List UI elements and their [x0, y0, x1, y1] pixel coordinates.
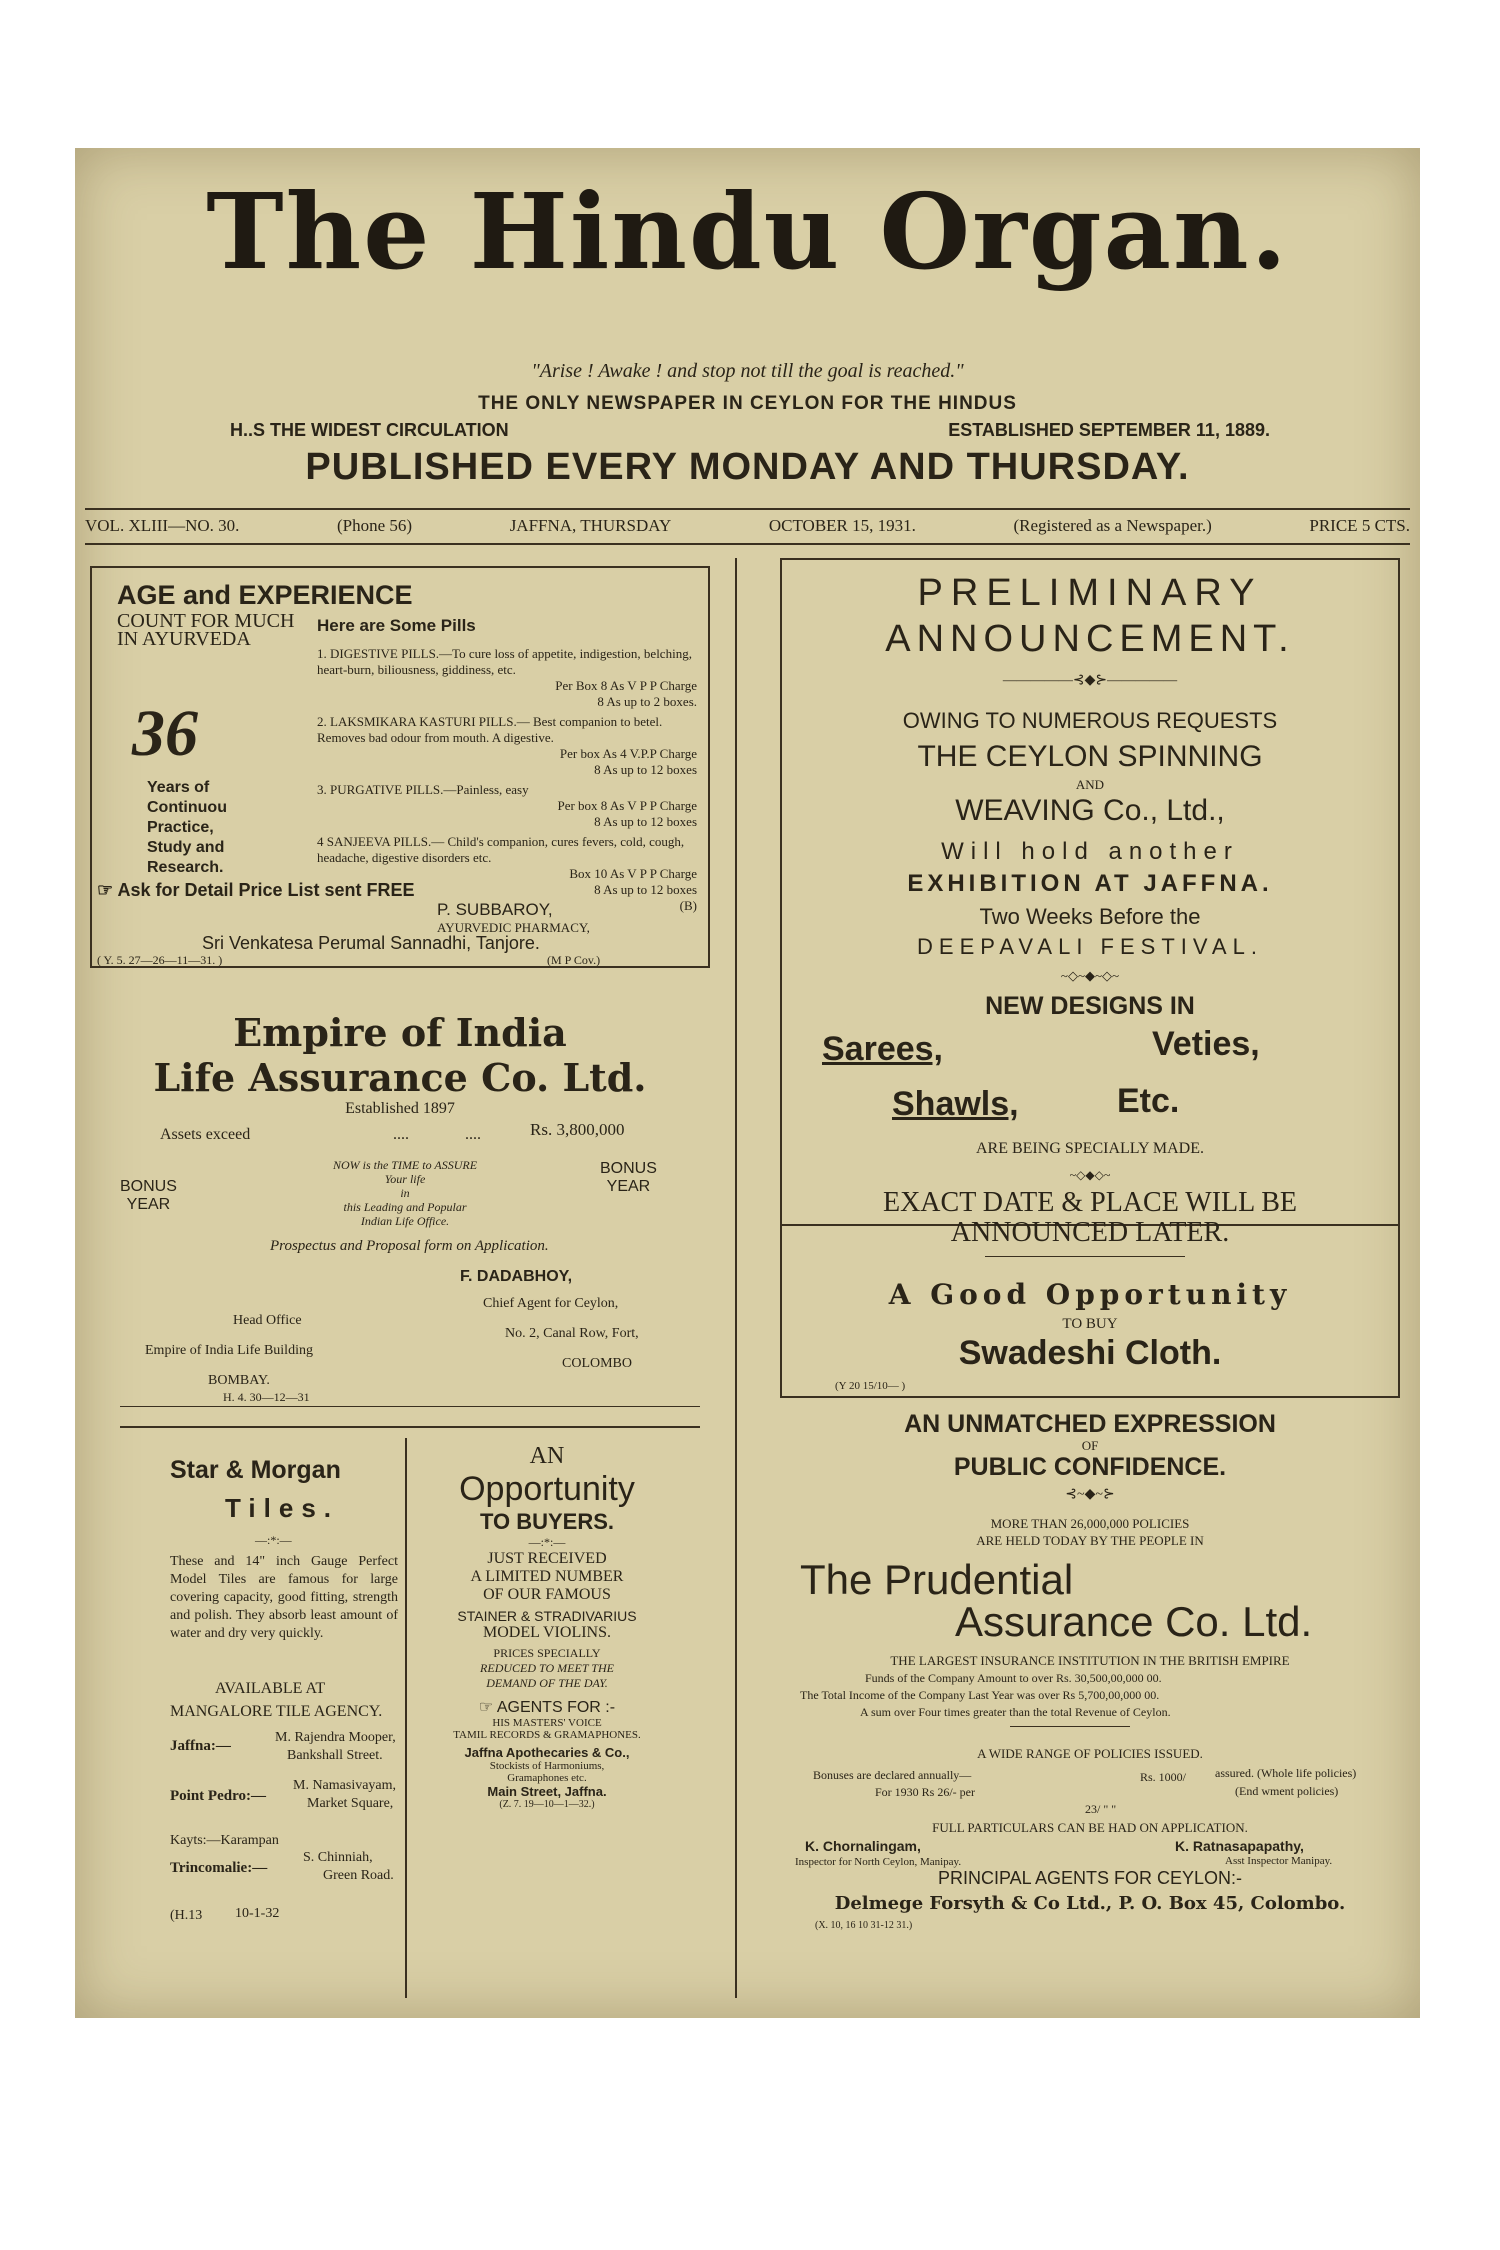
empire-title2: Life Assurance Co. Ltd.	[153, 1055, 647, 1100]
ayurveda-sub1: COUNT FOR MUCH	[117, 610, 295, 632]
ornament-icon: ⊰~◆~⊱	[1065, 1487, 1115, 1502]
opp-l6: PRICES SPECIALLY	[493, 1646, 601, 1660]
opp-l2: A LIMITED NUMBER	[470, 1568, 624, 1585]
now-line: in	[400, 1186, 410, 1200]
rule-sum	[1010, 1726, 1130, 1727]
prelim-etc: Etc.	[1117, 1082, 1180, 1120]
ayurveda-name: P. SUBBAROY,	[437, 900, 553, 919]
empire-head-office: Head Office	[233, 1313, 302, 1328]
prelim-veties: Veties,	[1152, 1025, 1260, 1063]
tiles-code: (H.13	[170, 1908, 203, 1923]
tiles-trinco-label: Trincomalie:—	[170, 1860, 268, 1876]
prud-of: OF	[1081, 1438, 1099, 1453]
years-line: Practice,	[147, 819, 214, 836]
prelim-exhibition: EXHIBITION AT JAFFNA.	[907, 870, 1273, 897]
dateline-phone: (Phone 56)	[337, 516, 413, 535]
tiles-available: AVAILABLE AT	[215, 1680, 326, 1697]
prelim-swadeshi: Swadeshi Cloth.	[958, 1334, 1222, 1372]
bonus-line: YEAR	[606, 1178, 651, 1195]
prud-h1: AN UNMATCHED EXPRESSION	[904, 1410, 1276, 1438]
prud-chor-t: Inspector for North Ceylon, Manipay.	[795, 1856, 962, 1868]
prelim-will: Will hold another	[941, 838, 1239, 865]
ayurveda-address: Sri Venkatesa Perumal Sannadhi, Tanjore.	[202, 933, 540, 953]
pill-price: Per Box 8 As V P P Charge	[555, 678, 697, 693]
empire-agent-title: Chief Agent for Ceylon,	[483, 1296, 619, 1311]
pill-item	[317, 714, 697, 778]
prud-bright: assured. (Whole life policies)	[1215, 1766, 1357, 1780]
prud-bonuses: Bonuses are declared annually—	[813, 1768, 972, 1782]
prud-ratna-t: Asst Inspector Manipay.	[1225, 1855, 1333, 1867]
opp-l14: Main Street, Jaffna.	[487, 1784, 607, 1799]
pill-name: 3. PURGATIVE PILLS.—Painless, easy	[317, 782, 529, 797]
tiles-agency: MANGALORE TILE AGENCY.	[170, 1703, 383, 1720]
opp-buyers: TO BUYERS.	[479, 1509, 615, 1534]
empire-bonus-right	[600, 1160, 657, 1196]
prud-name2: Assurance Co. Ltd.	[955, 1598, 1313, 1645]
tiles-kayts: Kayts:—Karampan	[170, 1833, 279, 1848]
opp-l13: Gramaphones etc.	[507, 1772, 587, 1784]
tiles-jaffna-label: Jaffna:—	[170, 1738, 231, 1754]
bonus-line: BONUS	[120, 1178, 177, 1195]
opp-agents: ☞ AGENTS FOR :-	[478, 1699, 616, 1716]
prud-23: 23/ " "	[1085, 1802, 1117, 1816]
ayurveda-number: 36	[132, 697, 198, 770]
prelim-being: ARE BEING SPECIALLY MADE.	[975, 1140, 1205, 1157]
years-line: Study and	[147, 839, 225, 856]
empire-now	[305, 1158, 505, 1228]
tiles-body: These and 14" inch Gauge Perfect Model Tiles are famous for large covering capacity, good fitting, strength and polish. They absorb least amount of water and dry very quickly.	[170, 1554, 398, 1641]
pill-price: 8 As up to 12 boxes	[594, 762, 697, 777]
pills-heading: Here are Some Pills	[317, 616, 476, 635]
rule-bottom	[85, 543, 1410, 545]
opp-l7: REDUCED TO MEET THE	[480, 1661, 614, 1675]
prud-more2: ARE HELD TODAY BY THE PEOPLE IN	[976, 1533, 1204, 1548]
opp-l10: TAMIL RECORDS & GRAMAPHONES.	[453, 1729, 641, 1741]
ornament-icon: ~◇◆◇~	[1069, 1168, 1111, 1182]
rule-left	[120, 1426, 700, 1428]
pill-price: 8 As up to 12 boxes	[594, 882, 697, 897]
years-line: Research.	[147, 859, 224, 876]
empire-title1: Empire of India	[233, 1010, 567, 1055]
prelim-and: AND	[1075, 777, 1105, 792]
pill-name: 2. LAKSMIKARA KASTURI PILLS.— Best companion to betel. Removes bad odour from mouth. A digestive.	[317, 714, 663, 745]
prud-h2: PUBLIC CONFIDENCE.	[953, 1453, 1227, 1481]
prelim-code: (Y 20 15/10— )	[835, 1380, 906, 1392]
prud-funds: Funds of the Company Amount to over Rs. 30,500,00,000 00.	[865, 1671, 1162, 1685]
now-line: Your life	[384, 1172, 426, 1186]
opp-code: (Z. 7. 19—10—1—32.)	[499, 1799, 595, 1810]
prelim-deepavali: DEEPAVALI FESTIVAL.	[917, 934, 1263, 959]
empire-assets-label: Assets exceed	[160, 1126, 251, 1143]
empire-assets-value: Rs. 3,800,000	[530, 1120, 625, 1139]
opp-l4: STAINER & STRADIVARIUS	[457, 1608, 637, 1624]
prelim-shawls: Shawls,	[892, 1085, 1019, 1123]
pill-name: 1. DIGESTIVE PILLS.—To cure loss of appetite, indigestion, belching, heart-burn, biliousness, giddiness, etc.	[317, 646, 692, 677]
ayurveda-ask: ☞ Ask for Detail Price List sent FREE	[97, 880, 415, 900]
prud-principal: PRINCIPAL AGENTS FOR CEYLON:-	[937, 1868, 1243, 1888]
prud-largest: THE LARGEST INSURANCE INSTITUTION IN THE BRITISH EMPIRE	[890, 1653, 1290, 1668]
rule-exact	[985, 1256, 1185, 1257]
masthead-title: The Hindu Organ.	[206, 170, 1289, 293]
pill-item	[317, 782, 697, 830]
opp-l5: MODEL VIOLINS.	[483, 1624, 611, 1641]
ayurveda-code: ( Y. 5. 27—26—11—31. )	[97, 953, 223, 967]
prelim-title1: PRELIMINARY	[917, 572, 1263, 614]
rule-left-2	[120, 1406, 700, 1407]
opp-l12: Stockists of Harmoniums,	[489, 1760, 605, 1772]
prelim-box-left	[780, 1226, 782, 1396]
prelim-title2: ANNOUNCEMENT.	[885, 618, 1295, 660]
dateline-date: OCTOBER 15, 1931.	[768, 516, 916, 535]
prelim-owing: OWING TO NUMEROUS REQUESTS	[902, 708, 1278, 733]
masthead-tagline: THE ONLY NEWSPAPER IN CEYLON FOR THE HINDUS	[478, 393, 1017, 414]
prud-more1: MORE THAN 26,000,000 POLICIES	[990, 1516, 1190, 1531]
pills-list	[317, 646, 697, 914]
rule-top	[85, 508, 1410, 510]
prud-rs1000: Rs. 1000/	[1140, 1770, 1187, 1784]
prelim-box-bottom	[780, 1396, 1400, 1398]
opp-l8: DEMAND OF THE DAY.	[486, 1676, 608, 1690]
empire-prospectus: Prospectus and Proposal form on Application.	[270, 1238, 549, 1254]
prelim-two-weeks: Two Weeks Before the	[979, 904, 1201, 929]
tiles-pp2: Market Square,	[307, 1796, 394, 1811]
prelim-box-right	[1398, 1226, 1400, 1396]
prelim-weaving: WEAVING Co., Ltd.,	[955, 794, 1225, 827]
opp-title: Opportunity	[459, 1470, 635, 1508]
tiles-jaffna2: Bankshall Street.	[287, 1748, 383, 1763]
preliminary-ad	[780, 558, 1400, 1226]
prelim-new-designs: NEW DESIGNS IN	[985, 992, 1195, 1020]
prud-income: The Total Income of the Company Last Year was over Rs 5,700,00,000 00.	[800, 1688, 1160, 1702]
dateline-registered: (Registered as a Newspaper.)	[1013, 516, 1212, 535]
empire-ad	[90, 1010, 710, 1118]
pill-price: Per box As 4 V.P.P Charge	[559, 746, 697, 761]
main-column-divider	[735, 558, 737, 1998]
prud-name1: The Prudential	[800, 1556, 1074, 1603]
dateline-price: PRICE 5 CTS.	[1309, 516, 1410, 535]
opp-an: AN	[529, 1443, 565, 1469]
tiles-title2: Tiles.	[225, 1493, 340, 1523]
opp-l11: Jaffna Apothecaries & Co.,	[464, 1745, 630, 1760]
empire-agent-addr: No. 2, Canal Row, Fort,	[505, 1326, 639, 1341]
prud-endow: (End wment policies)	[1235, 1784, 1339, 1798]
opp-l3: OF OUR FAMOUS	[483, 1586, 611, 1603]
bonus-line: BONUS	[600, 1160, 657, 1177]
years-line: Continuou	[147, 799, 227, 816]
empire-building: Empire of India Life Building	[145, 1343, 313, 1358]
prelim-good: A Good Opportunity	[888, 1278, 1292, 1311]
masthead-motto: "Arise ! Awake ! and stop not till the goal is reached."	[531, 360, 964, 382]
pill-price: Per box 8 As V P P Charge	[557, 798, 697, 813]
tiles-jaffna1: M. Rajendra Mooper,	[275, 1730, 396, 1745]
prud-full: FULL PARTICULARS CAN BE HAD ON APPLICATION.	[932, 1820, 1248, 1835]
opp-mark: —:*:—	[528, 1535, 566, 1549]
pill-name: 4 SANJEEVA PILLS.— Child's companion, cures fevers, cold, cough, headache, digestive disorders etc.	[317, 834, 685, 865]
opportunity-ad	[407, 1443, 687, 1810]
empire-dots2: ....	[465, 1126, 481, 1143]
opp-l1: JUST RECEIVED	[487, 1550, 607, 1567]
empire-code: H. 4. 30—12—31	[223, 1390, 310, 1404]
exact-line: EXACT DATE & PLACE WILL BE	[882, 1187, 1297, 1218]
pill-price: 8 As up to 2 boxes.	[597, 694, 697, 709]
ornament-icon: ~◇~◆~◇~	[1060, 968, 1120, 983]
prud-chor: K. Chornalingam,	[805, 1838, 921, 1854]
empire-agent: F. DADABHOY,	[460, 1268, 573, 1285]
prud-sum: A sum over Four times greater than the total Revenue of Ceylon.	[860, 1705, 1171, 1719]
ayurveda-heading: AGE and EXPERIENCE	[117, 580, 413, 610]
tiles-trinco2: Green Road.	[323, 1868, 394, 1883]
prud-delmege: Delmege Forsyth & Co Ltd., P. O. Box 45, Colombo.	[834, 1893, 1346, 1914]
tiles-title1: Star & Morgan	[170, 1456, 341, 1484]
prud-wide: A WIDE RANGE OF POLICIES ISSUED.	[977, 1746, 1203, 1761]
tiles-mark: —:*:—	[255, 1533, 292, 1547]
now-line: Indian Life Office.	[360, 1214, 450, 1228]
masthead-established: ESTABLISHED SEPTEMBER 11, 1889.	[948, 420, 1270, 440]
prelim-ceylon: THE CEYLON SPINNING	[917, 740, 1263, 773]
tiles-pp1: M. Namasivayam,	[293, 1778, 397, 1793]
ayurveda-sub2: IN AYURVEDA	[117, 628, 251, 650]
ayurveda-pharmacy: AYURVEDIC PHARMACY,	[437, 920, 590, 935]
now-line: this Leading and Popular	[343, 1200, 467, 1214]
tiles-pp-label: Point Pedro:—	[170, 1788, 266, 1804]
years-line: Years of	[147, 779, 210, 796]
tiles-trinco1: S. Chinniah,	[303, 1850, 373, 1865]
empire-colombo: COLOMBO	[562, 1356, 633, 1371]
empire-bombay: BOMBAY.	[208, 1373, 270, 1388]
empire-bonus-left	[120, 1178, 177, 1214]
prud-for1930: For 1930 Rs 26/- per	[875, 1785, 975, 1799]
newspaper-page	[75, 148, 1420, 2018]
bonus-line: YEAR	[126, 1196, 171, 1213]
prelim-to-buy: TO BUY	[1062, 1316, 1118, 1332]
opp-l9: HIS MASTERS' VOICE	[492, 1717, 602, 1729]
tiles-code2: 10-1-32	[235, 1906, 280, 1921]
pill-price: 8 As up to 12 boxes	[594, 814, 697, 829]
ornament-icon: —————⊰◆⊱—————	[1002, 673, 1178, 688]
dateline-vol: VOL. XLIII—NO. 30.	[85, 516, 240, 535]
ayurveda-years	[147, 778, 227, 878]
pill-price: Box 10 As V P P Charge	[569, 866, 697, 881]
empire-dots: ....	[393, 1126, 409, 1143]
dateline-place: JAFFNA, THURSDAY	[509, 516, 672, 535]
pill-mark: (B)	[679, 898, 697, 913]
exact-line: ANNOUNCED LATER.	[950, 1217, 1230, 1248]
prelim-sarees: Sarees,	[822, 1030, 943, 1068]
masthead-circulation: H..S THE WIDEST CIRCULATION	[230, 420, 509, 440]
prud-ratna: K. Ratnasapapathy,	[1175, 1838, 1304, 1854]
now-line: NOW is the TIME to ASSURE	[332, 1158, 478, 1172]
masthead-published: PUBLISHED EVERY MONDAY AND THURSDAY.	[305, 446, 1190, 488]
prud-code: (X. 10, 16 10 31-12 31.)	[815, 1920, 913, 1931]
ayurveda-ad	[90, 566, 710, 968]
dateline	[85, 516, 1410, 536]
prelim-exact	[780, 1188, 1400, 1248]
empire-established: Established 1897	[345, 1100, 455, 1117]
pill-item	[317, 646, 697, 710]
ayurveda-cov: (M P Cov.)	[547, 953, 601, 967]
